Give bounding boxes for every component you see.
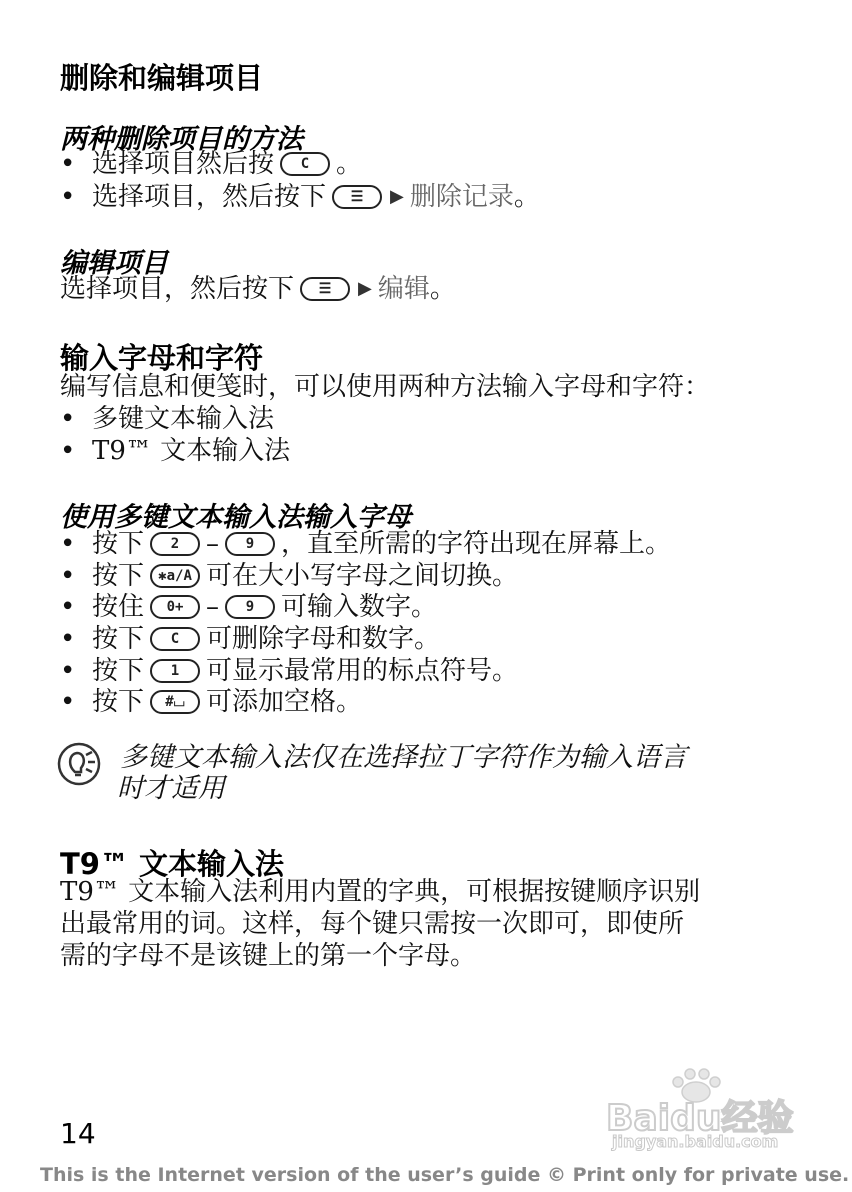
list-item: 按下 1 可显示最常用的标点符号。 (92, 656, 519, 686)
bullet: • (60, 149, 76, 179)
list-item: 按下 #⌴ 可添加空格。 (92, 687, 363, 717)
key-2-icon: 2 (150, 532, 200, 556)
edit-instruction: 选择项目，然后按下 ☰ ▶ 编辑 。 (60, 274, 456, 304)
bullet: • (60, 529, 76, 559)
menu-path: 编辑 (377, 274, 430, 304)
watermark-jingyan: 经验 (721, 1098, 794, 1139)
footer-notice: This is the Internet version of the user’s guide © Print only for private use. (40, 1164, 850, 1186)
watermark-bai: Bai (606, 1098, 671, 1139)
tip-line-2: 时才适用 (117, 773, 225, 804)
c-key-icon: C (280, 152, 330, 176)
lightbulb-icon (57, 741, 103, 787)
list-item: 按住 0+ – 9 可输入数字。 (92, 592, 438, 622)
bullet: • (60, 404, 76, 434)
key-9-icon: 9 (225, 595, 275, 619)
menu-path: 删除记录 (409, 182, 514, 212)
t9-line: 需的字母不是该键上的第一个字母。 (60, 941, 477, 971)
bullet: • (60, 656, 76, 686)
list-item: 选择项目，然后按下 ☰ ▶ 删除记录 。 (92, 182, 540, 212)
tip-line-1: 多键文本输入法仅在选择拉丁字符作为输入语言 (120, 742, 687, 773)
list-item: T9™ 文本输入法 (92, 436, 291, 466)
subheading-edit: 编辑项目 (60, 248, 168, 279)
subheading-multitap: 使用多键文本输入法输入字母 (60, 502, 411, 533)
list-item: 多键文本输入法 (92, 404, 275, 434)
heading-input: 输入字母和字符 (60, 341, 264, 375)
c-key-icon: C (150, 627, 200, 651)
bullet: • (60, 436, 76, 466)
star-key-icon: ✱a/A (150, 564, 200, 588)
list-item: 按下 2 – 9 ，直至所需的字符出现在屏幕上。 (92, 529, 672, 559)
list-item: 按下 ✱a/A 可在大小写字母之间切换。 (92, 561, 519, 591)
arrow-right-icon: ▶ (390, 186, 404, 207)
hash-key-icon: #⌴ (150, 690, 200, 714)
heading-t9: T9™ 文本输入法 (60, 847, 285, 881)
heading-delete-edit: 删除和编辑项目 (60, 61, 264, 95)
list-item: 选择项目然后按 C 。 (92, 149, 363, 179)
key-9-icon: 9 (225, 532, 275, 556)
menu-key-icon: ☰ (300, 277, 350, 301)
bullet: • (60, 624, 76, 654)
bullet: • (60, 561, 76, 591)
input-intro: 编写信息和便笺时，可以使用两种方法输入字母和字符： (60, 372, 711, 402)
menu-key-icon: ☰ (332, 185, 382, 209)
baidu-jingyan-watermark (580, 1068, 810, 1158)
list-item: 按下 C 可删除字母和数字。 (92, 624, 441, 654)
bullet: • (60, 687, 76, 717)
key-0-icon: 0+ (150, 595, 200, 619)
t9-line: T9™ 文本输入法利用内置的字典，可根据按键顺序识别 (60, 877, 701, 907)
key-1-icon: 1 (150, 659, 200, 683)
watermark-du: du (670, 1098, 722, 1139)
watermark-url: jingyan.baidu.com (612, 1132, 779, 1151)
bullet: • (60, 182, 76, 212)
t9-line: 出最常用的词。这样，每个键只需按一次即可，即使所 (60, 909, 685, 939)
subheading-delete-ways: 两种删除项目的方法 (60, 124, 303, 155)
arrow-right-icon: ▶ (358, 278, 372, 299)
page-number: 14 (60, 1117, 96, 1150)
bullet: • (60, 592, 76, 622)
